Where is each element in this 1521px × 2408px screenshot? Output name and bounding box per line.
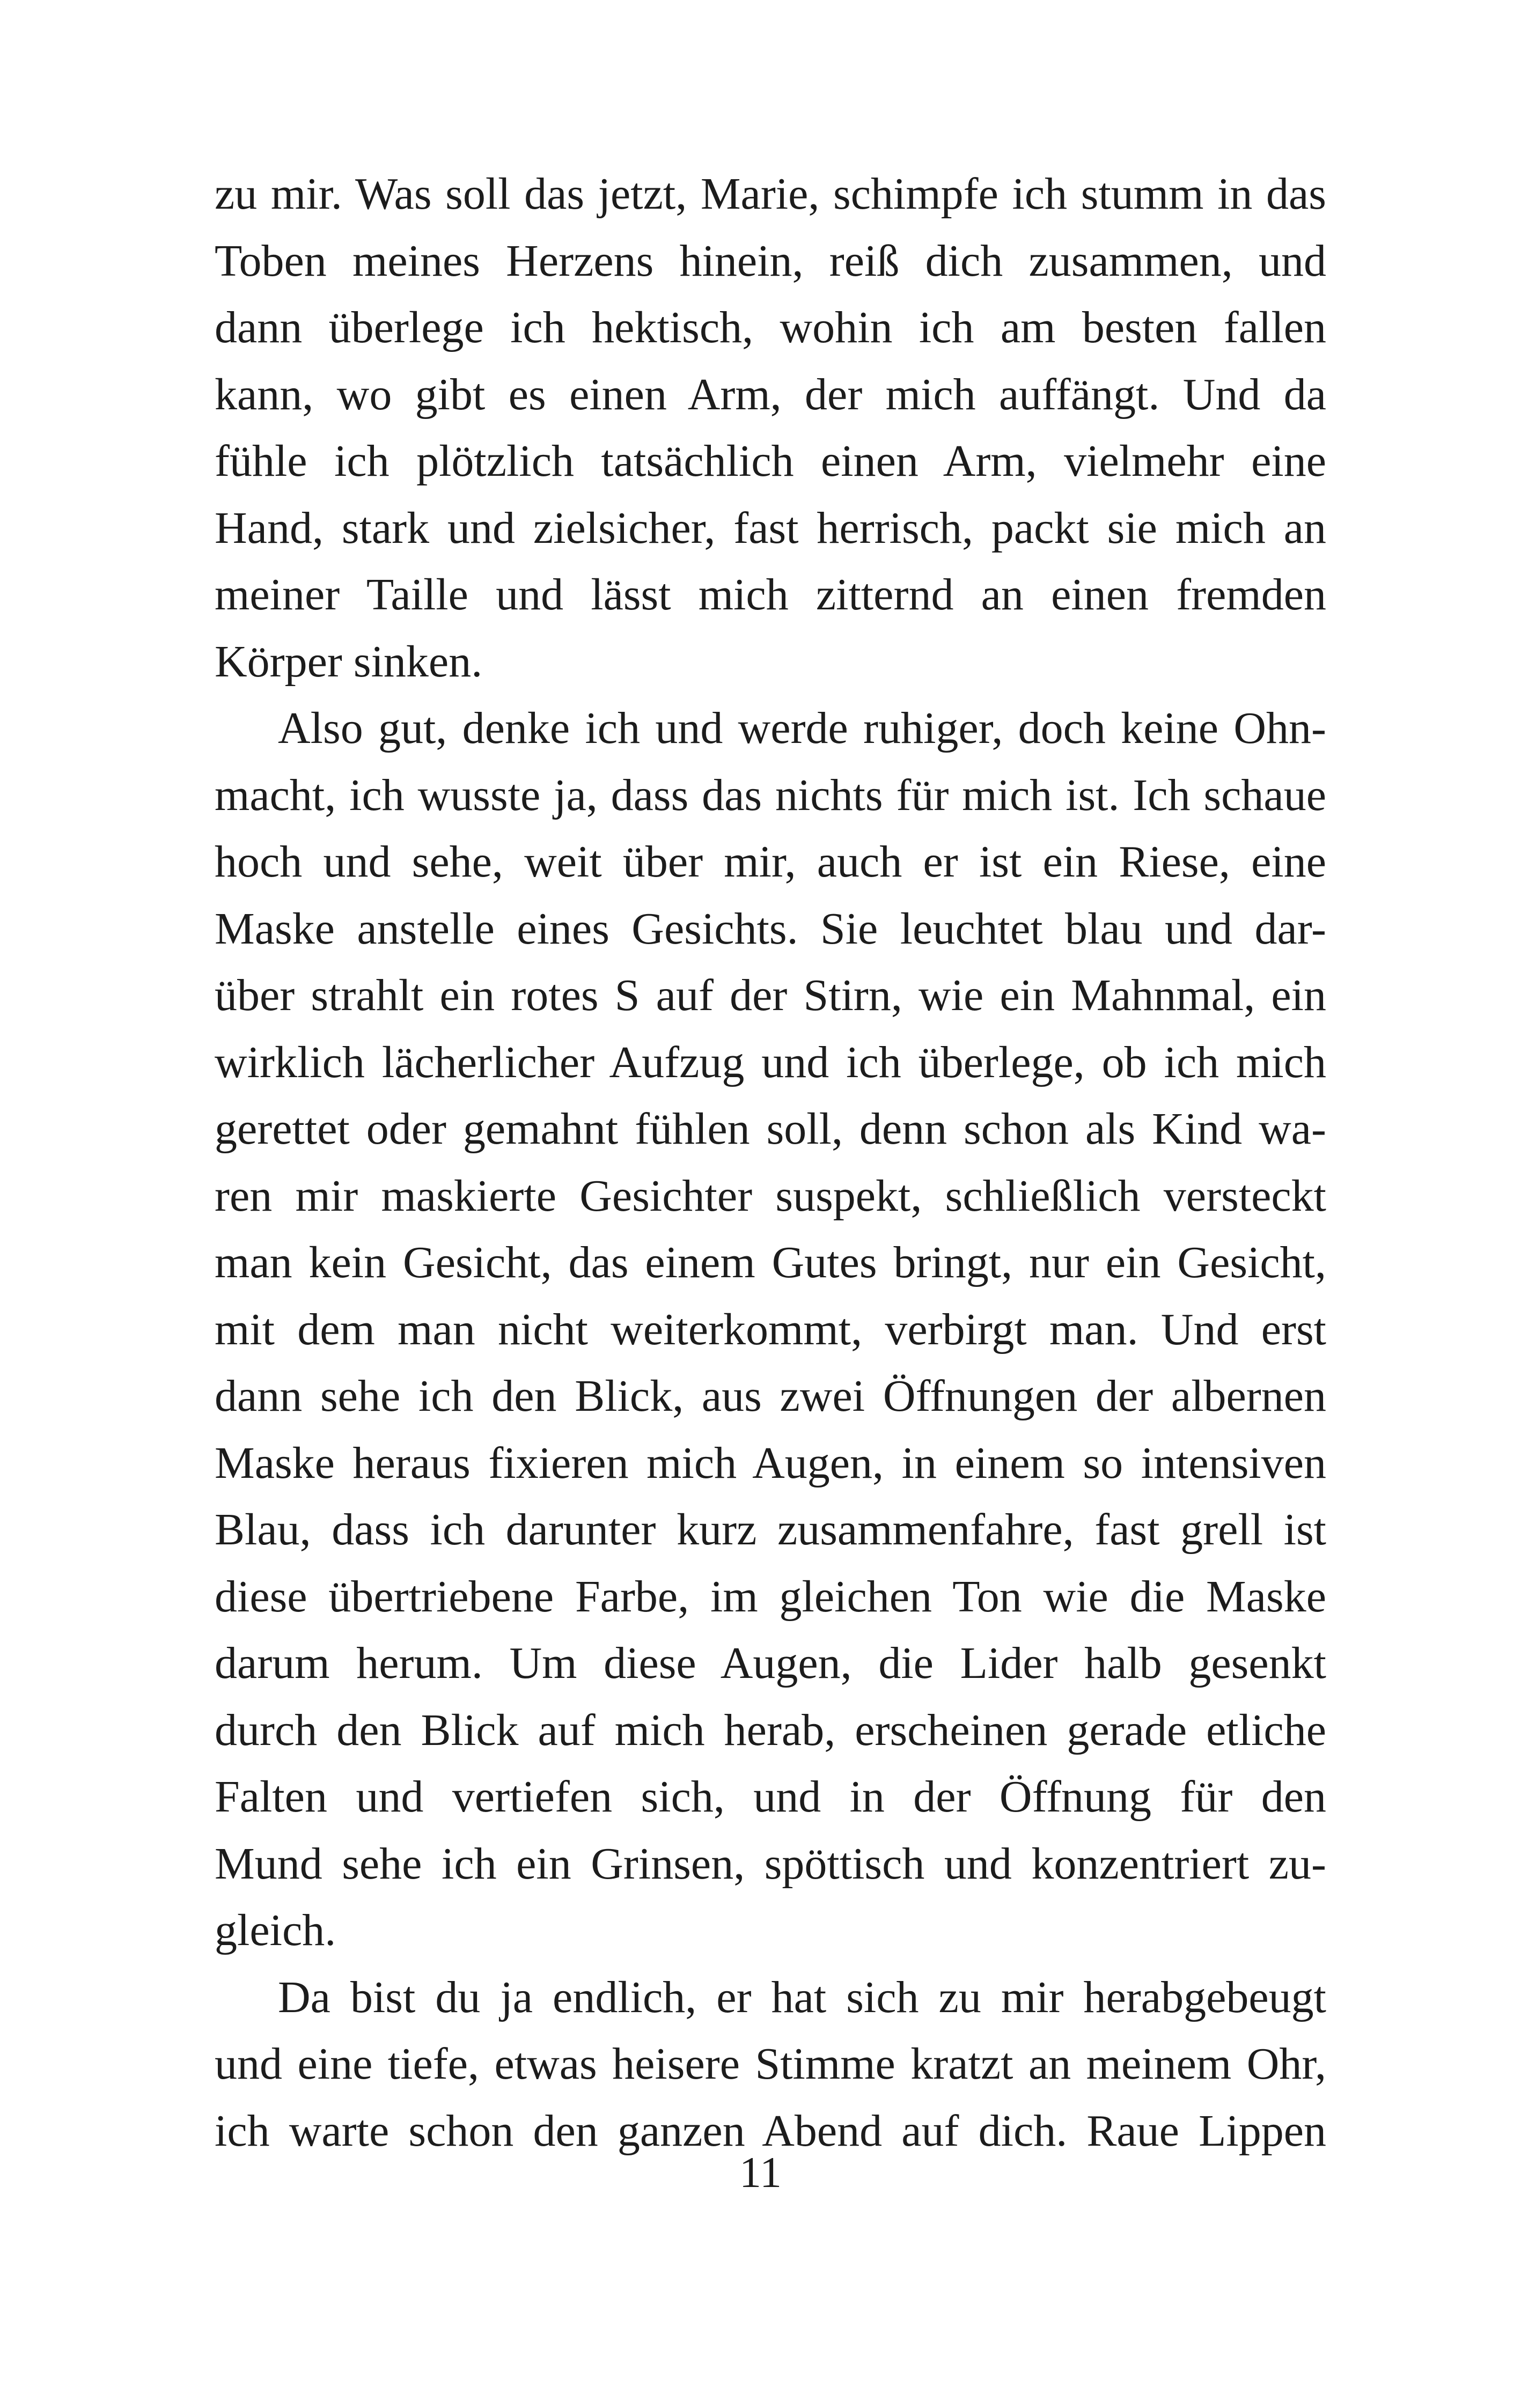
text-line: Blau, dass ich darunter kurz zusammenfahre, fast grell ist (215, 1505, 1326, 1555)
text-line: durch den Blick auf mich herab, erscheinen gerade etliche (215, 1705, 1326, 1755)
text-line: Maske heraus fixieren mich Augen, in einem so intensiven (215, 1438, 1326, 1488)
text-line: gleich. (215, 1905, 336, 1955)
text-line: macht, ich wusste ja, dass das nichts für mich ist. Ich schaue (215, 770, 1326, 820)
text-line: über strahlt ein rotes S auf der Stirn, wie ein Mahnmal, ein (215, 970, 1326, 1020)
paragraph (215, 695, 1326, 1964)
text-line: zu mir. Was soll das jetzt, Marie, schimpfe ich stumm in das (215, 169, 1326, 219)
text-line: fühle ich plötzlich tatsächlich einen Arm, vielmehr eine (215, 436, 1326, 486)
page-number: 11 (739, 2148, 782, 2197)
text-line: mit dem man nicht weiterkommt, verbirgt man. Und erst (215, 1304, 1326, 1354)
text-line: Hand, stark und zielsicher, fast herrisch, packt sie mich an (215, 503, 1326, 553)
text-line: Falten und vertiefen sich, und in der Öffnung für den (215, 1772, 1326, 1822)
text-line: meiner Taille und lässt mich zitternd an einen fremden (215, 570, 1326, 620)
text-line: kann, wo gibt es einen Arm, der mich auffängt. Und da (215, 369, 1326, 419)
text-line: dann überlege ich hektisch, wohin ich am besten fallen (215, 303, 1326, 352)
text-line: Maske anstelle eines Gesichts. Sie leuchtet blau und dar- (215, 903, 1326, 954)
text-line: Da bist du ja endlich, er hat sich zu mir herabgebeugt (278, 1972, 1326, 2022)
text-line: dann sehe ich den Blick, aus zwei Öffnungen der albernen (215, 1371, 1326, 1421)
text-line: Toben meines Herzens hinein, reiß dich zusammen, und (215, 235, 1326, 286)
text-line: wirklich lächerlicher Aufzug und ich überlege, ob ich mich (215, 1037, 1326, 1087)
text-line: man kein Gesicht, das einem Gutes bringt, nur ein Gesicht, (215, 1238, 1326, 1287)
text-line: darum herum. Um diese Augen, die Lider halb gesenkt (215, 1638, 1326, 1688)
text-line: Körper sinken. (215, 636, 483, 687)
paragraph (215, 161, 1326, 695)
body-text (215, 161, 1326, 2164)
text-line: ich warte schon den ganzen Abend auf dich. Raue Lippen (215, 2105, 1326, 2156)
paragraph (215, 1964, 1326, 2165)
text-line: Mund sehe ich ein Grinsen, spöttisch und konzentriert zu- (215, 1838, 1326, 1889)
text-line: hoch und sehe, weit über mir, auch er ist ein Riese, eine (215, 837, 1326, 887)
text-line: ren mir maskierte Gesichter suspekt, schließlich versteckt (215, 1170, 1326, 1221)
text-line: gerettet oder gemahnt fühlen soll, denn schon als Kind wa- (215, 1104, 1326, 1154)
text-line: diese übertriebene Farbe, im gleichen Ton wie die Maske (215, 1571, 1326, 1622)
text-line: Also gut, denke ich und werde ruhiger, doch keine Ohn- (278, 703, 1326, 753)
text-line: und eine tiefe, etwas heisere Stimme kratzt an meinem Ohr, (215, 2039, 1326, 2089)
